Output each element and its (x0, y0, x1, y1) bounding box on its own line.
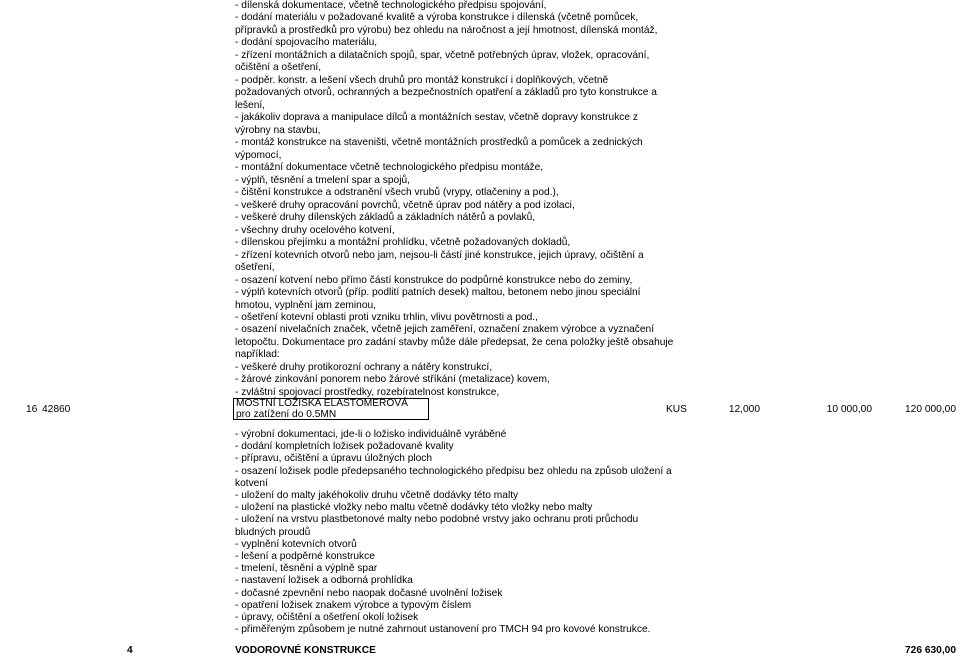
description-line: - osazení kotvení nebo přímo částí konstrukce do podpůrné konstrukce nebo do zeminy, (235, 274, 633, 286)
item-quantity: 12,000 (728, 404, 760, 415)
description-line: - montáž konstrukce na staveništi, včetně montážních prostředků a pomůcek a zednických (235, 137, 643, 149)
description-line: - osazení ložisek podle předepsaného technologického předpisu bez ohledu na způsob uložení a (235, 465, 672, 477)
description-line: lešení, (235, 99, 266, 111)
description-line: - uložení na vrstvu plastbetonové malty nebo podobné vrstvy jako ochranu proti průchodu (235, 514, 639, 526)
description-line: - výrobní dokumentaci, jde-li o ložisko individuálně vyráběné (235, 429, 507, 440)
description-line: - zřízení kotevních otvorů nebo jam, nejsou-li částí jiné konstrukce, jejich úpravy, očištění a (235, 249, 644, 261)
description-line: hmotou, vyplnění jam zeminou, (235, 299, 376, 311)
item-number: 16 (26, 404, 38, 415)
description-line: - dodání materiálu v požadované kvalitě a výroba konstrukce i dílenská (včetně pomůcek, (235, 12, 639, 24)
description-line: - montážní dokumentace včetně technologického předpisu montáže, (235, 162, 544, 174)
description-line: ošetření, (235, 262, 275, 274)
item-title: MOSTNÍ LOŽISKA ELASTOMEROVÁ (236, 398, 408, 409)
description-line: - úpravy, očištění a ošetření okolí ložisek (235, 612, 419, 623)
description-line: - žárové zinkování ponorem nebo žárové stříkání (metalizace) kovem, (235, 374, 550, 386)
description-line: - přípravu, očištění a úpravu úložných ploch (235, 453, 433, 465)
description-line: bludných proudů (235, 526, 311, 538)
description-line: - dodání spojovacího materiálu, (235, 37, 378, 49)
description-line: výpomocí, (235, 149, 282, 161)
description-line: očištění a ošetření, (235, 62, 322, 74)
description-line: - všechny druhy ocelového kotvení, (235, 224, 395, 236)
description-line: - nastavení ložisek a odborná prohlídka (235, 575, 413, 587)
description-line: požadovaných otvorů, ochranných a bezpečnostních opatření a základů pro tyto konstrukce a (235, 87, 657, 99)
description-line: - tmelení, těsnění a výplně spar (235, 563, 378, 575)
section-total: 726 630,00 (905, 645, 956, 656)
description-line: - přiměřeným způsobem je nutné zahrnout ustanovení pro TMCH 94 pro kovové konstrukce. (235, 624, 651, 636)
section-title: VODOROVNÉ KONSTRUKCE (235, 645, 376, 656)
description-line: - zvláštní spojovací prostředky, rozebíratelnost konstrukce, (235, 386, 500, 398)
description-line: - čištění konstrukce a odstranění všech vrubů (vrypy, otlačeniny a pod.), (235, 187, 559, 199)
description-line: kotvení (235, 477, 268, 489)
item-total: 120 000,00 (905, 404, 956, 415)
description-line: výrobny na stavbu, (235, 124, 321, 136)
description-line: - zřízení montážních a dilatačních spojů, spar, včetně potřebných úprav, vložek, opracování, (235, 49, 650, 61)
item-title-box (233, 398, 429, 420)
description-line: - ošetření kotevní oblasti proti vzniku trhlin, vlivu povětrnosti a pod., (235, 312, 538, 323)
item-title-detail: pro zatížení do 0.5MN (236, 408, 337, 420)
description-line: například: (235, 349, 280, 361)
description-line: - podpěr. konstr. a lešení všech druhů pro montáž konstrukcí i doplňkových, včetně (235, 74, 609, 86)
description-line: - jakákoliv doprava a manipulace dílců a montážních sestav, včetně dopravy konstrukce z (235, 112, 638, 124)
description-line: přípravků a prostředků pro výrobu) bez ohledu na náročnost a její hmotnost, dílenská montáž, (235, 24, 658, 36)
description-line: - uložení na plastické vložky nebo maltu včetně dodávky této vložky nebo malty (235, 502, 593, 514)
description-line: letopočtu. Dokumentace pro zadání stavby může dále předepsat, že cena položky ještě obsahuje (235, 336, 674, 348)
description-line: - osazení nivelačních značek, včetně jejich zaměření, označení znakem výrobce a vyznačení (235, 324, 655, 336)
description-line: - dodání kompletních ložisek požadované kvality (235, 441, 454, 453)
description-line: - uložení do malty jakéhokoliv druhu včetně dodávky této malty (235, 490, 519, 501)
description-line: - dočasné zpevnění nebo naopak dočasné uvolnění ložisek (235, 587, 503, 599)
description-line: - lešení a podpěrné konstrukce (235, 551, 375, 562)
description-line: - vyplnění kotevních otvorů (235, 538, 357, 550)
item-code: 42860 (42, 404, 71, 415)
section-number: 4 (127, 645, 133, 656)
description-line: - dílenskou přejímku a montážní prohlídku, včetně požadovaných dokladů, (235, 237, 571, 249)
description-line: - výplň, těsnění a tmelení spar a spojů, (235, 174, 410, 186)
item-unit: KUS (666, 404, 687, 415)
item-unit-price: 10 000,00 (826, 404, 872, 415)
description-line: - veškeré druhy dílenských základů a základních nátěrů a povlaků, (235, 212, 536, 224)
description-line: - opatření ložisek znakem výrobce a typovým číslem (235, 599, 472, 611)
description-line: - výplň kotevních otvorů (příp. podlití patních desek) maltou, betonem nebo jinou speciální (235, 287, 641, 299)
description-line: - veškeré druhy protikorozní ochrany a nátěry konstrukcí, (235, 361, 493, 373)
description-line: - veškeré druhy opracování povrchů, včetně úprav pod nátěry a pod izolaci, (235, 199, 575, 211)
description-line: - dílenská dokumentace, včetně technologického předpisu spojování, (235, 0, 547, 11)
